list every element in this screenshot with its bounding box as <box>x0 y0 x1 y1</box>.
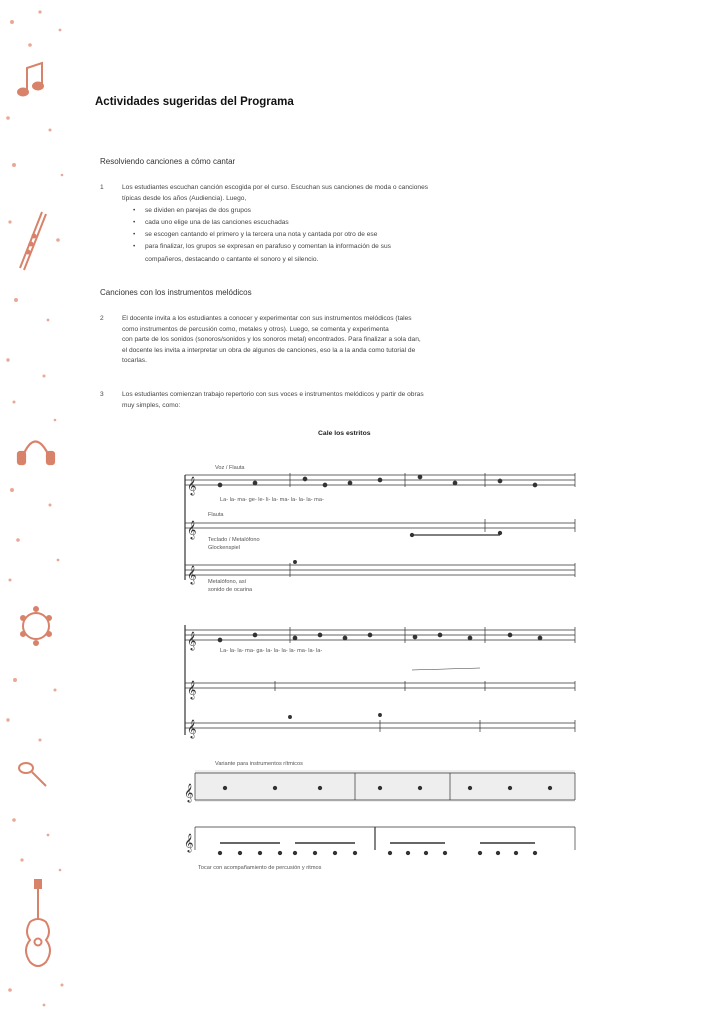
activity-2-line: El docente invita a los estudiantes a conocer y experimentar con sus instrumentos melódicos (tales <box>122 315 412 322</box>
svg-text:𝄞: 𝄞 <box>187 680 197 699</box>
svg-text:𝄞: 𝄞 <box>187 719 197 738</box>
tambourine-icon <box>21 607 51 645</box>
music-score <box>180 455 600 885</box>
guitar-icon <box>26 880 50 966</box>
decorative-margin <box>0 0 90 1020</box>
activity-1 <box>100 183 626 204</box>
svg-text:𝄞: 𝄞 <box>184 783 194 802</box>
maracas-icon <box>19 763 46 786</box>
score-label-staff3a: Teclado / Metalófono <box>208 537 260 543</box>
activity-2 <box>100 314 626 367</box>
section-heading-1: Resolviendo canciones a cómo cantar <box>100 157 236 166</box>
score-label-voice: Voz / Flauta <box>215 465 245 471</box>
score-percussion-title: Variante para instrumentos rítmicos <box>215 761 303 767</box>
score-lyrics-1: La- la- ma- ge- le- li- la- ma- la- la- la- ma- <box>220 497 324 503</box>
activity-2-line: tocarlas. <box>122 357 147 364</box>
recorder-icon <box>20 212 46 270</box>
music-note-icon <box>18 63 43 96</box>
song-title: Cale los estritos <box>318 430 371 437</box>
activity-2-line: como instrumentos de percusión como, metales y otros). Luego, se comenta y experimenta <box>122 325 389 333</box>
svg-text:𝄞: 𝄞 <box>187 631 197 650</box>
activity-1-line-2: típicas desde los años (Audiencia). Luego, <box>122 194 247 202</box>
score-label-staff4b: sonido de ocarina <box>208 587 253 593</box>
bullet-item: • se escogen cantando el primero y la tercera una nota y cantada por otro de ese <box>133 231 378 238</box>
page-title: Actividades sugeridas del Programa <box>95 96 294 108</box>
activity-3-line-2: muy simples, como: <box>122 401 181 409</box>
svg-text:𝄞: 𝄞 <box>184 833 194 852</box>
svg-text:𝄞: 𝄞 <box>187 476 197 495</box>
activity-3 <box>100 390 626 411</box>
headphones-icon <box>18 442 54 465</box>
activity-1-number: 1 <box>100 184 104 191</box>
activity-3-number: 3 <box>100 391 104 398</box>
activity-2-line: el docente les invita a interpretar un obra de algunos de canciones, eso la a la anda como tutorial de <box>122 346 416 354</box>
activity-3-line-1: Los estudiantes comienzan trabajo repertorio con sus voces e instrumentos melódicos y partir de obras <box>122 391 424 398</box>
bullet-item: • cada uno elige una de las canciones escuchadas <box>133 219 289 226</box>
bullet-text: para finalizar, los grupos se expresan en parafuso y comentan la información de sus <box>145 243 391 250</box>
bullet-text: se escogen cantando el primero y la tercera una nota y cantada por otro de ese <box>145 231 378 238</box>
bullet-continuation: compañeros, destacando o cantante el sonoro y el silencio. <box>145 256 319 263</box>
score-lyrics-2: La- la- la- ma- ga- la- la- la- la- ma- la- la- <box>220 648 323 654</box>
score-label-staff3b: Glockenspiel <box>208 545 241 551</box>
activity-2-line: con parte de los sonidos (sonoros/sonidos y los sonoros metal) encontrados. Para finalizar a sola dan, <box>122 336 421 343</box>
bullet-item: • se dividen en parejas de dos grupos <box>133 207 251 214</box>
bullet-text: se dividen en parejas de dos grupos <box>145 207 251 214</box>
score-footer-note: Tocar con acompañamiento de percusión y ritmos <box>198 865 322 871</box>
score-drawing <box>180 455 600 885</box>
activity-2-number: 2 <box>100 315 104 322</box>
score-label-staff2: Flauta <box>208 512 224 518</box>
bullet-text: cada uno elige una de las canciones escuchadas <box>145 219 289 226</box>
score-label-staff4a: Metalófono, así <box>208 579 247 585</box>
svg-text:𝄞: 𝄞 <box>187 520 197 539</box>
svg-text:𝄞: 𝄞 <box>187 565 197 584</box>
activity-1-line-1: Los estudiantes escuchan canción escogida por el curso. Escuchan sus canciones de moda o canciones <box>122 184 429 191</box>
section-heading-2: Canciones con los instrumentos melódicos <box>100 288 252 297</box>
bullet-item: • para finalizar, los grupos se expresan en parafuso y comentan la información de sus <box>133 243 391 250</box>
